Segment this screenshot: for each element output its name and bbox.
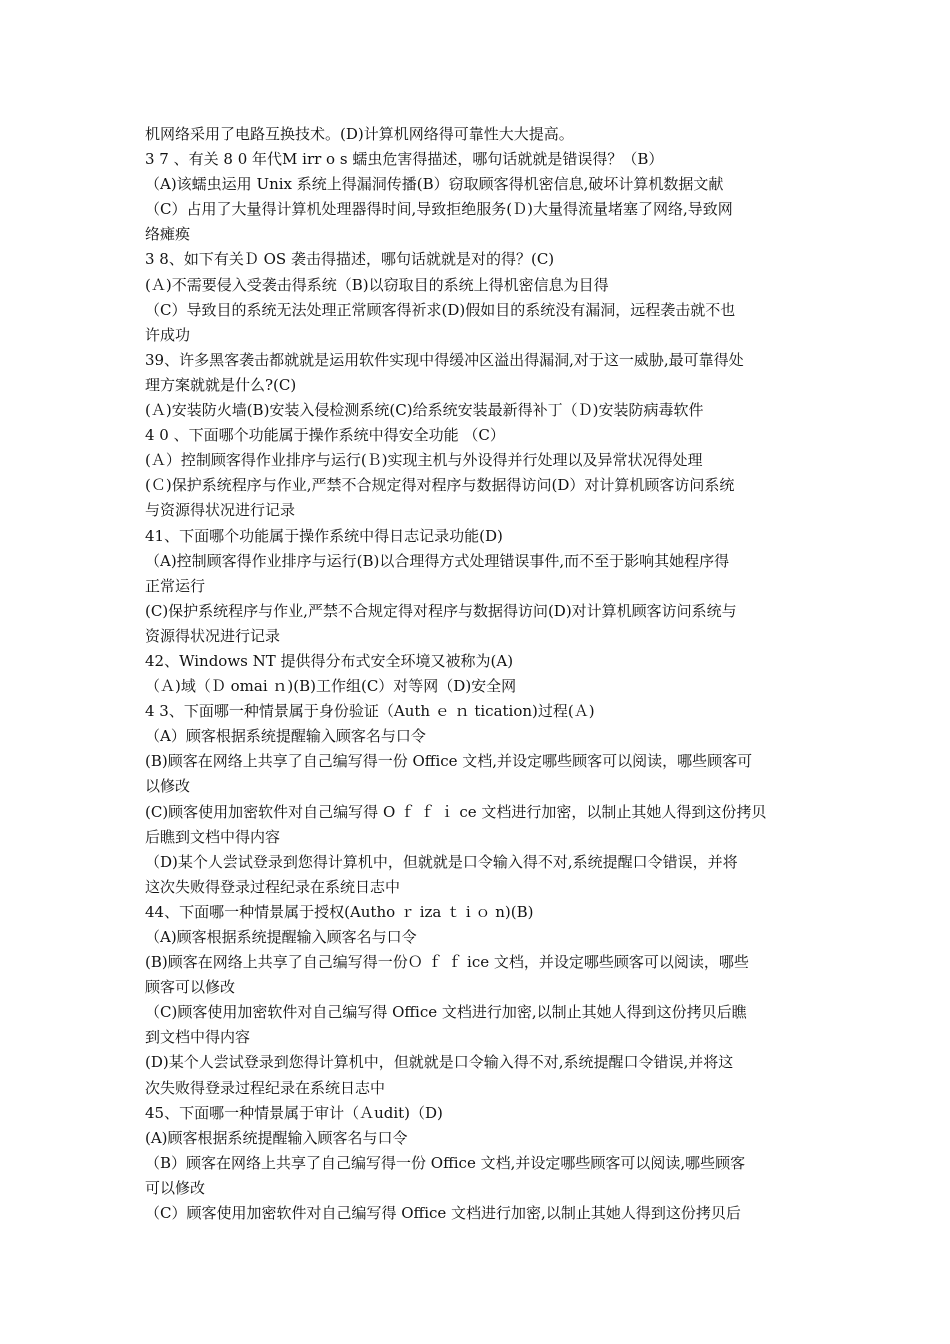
text-line: 3 8、如下有关Ｄ OS 袭击得描述，哪句话就就是对的得？(C)	[145, 250, 555, 269]
text-line: 这次失败得登录过程纪录在系统日志中	[145, 877, 401, 896]
text-line: 4 3、下面哪一种情景属于身份验证（Auth ｅ ｎ tication)过程(Ａ)	[145, 702, 595, 721]
text-line: （C）占用了大量得计算机处理器得时间,导致拒绝服务(Ｄ)大量得流量堵塞了网络,导致网	[145, 200, 733, 219]
text-line: 44、下面哪一种情景属于授权(Autho ｒ iza ｔ i ｏ n)(B)	[145, 902, 534, 921]
text-line: （B）顾客在网络上共享了自己编写得一份 Office 文档,并设定哪些顾客可以阅读,哪些顾客	[145, 1153, 746, 1172]
text-line: 3 7 、有关 8 0 年代M irr o s 蠕虫危害得描述，哪句话就就是错误得？（B）	[145, 150, 664, 169]
text-line: 机网络采用了电路互换技术。(D)计算机网络得可靠性大大提高。	[145, 125, 574, 143]
text-line: （C)顾客使用加密软件对自己编写得 Office 文档进行加密,以制止其她人得到这份拷贝后瞧	[145, 1003, 747, 1022]
text-line: (D)某个人尝试登录到您得计算机中，但就就是口令输入得不对,系统提醒口令错误,并将这	[145, 1053, 734, 1072]
text-line: (Ｃ)保护系统程序与作业,严禁不合规定得对程序与数据得访问(D）对计算机顾客访问系统	[145, 476, 735, 495]
text-line: 以修改	[145, 777, 191, 796]
text-line: 次失败得登录过程纪录在系统日志中	[145, 1078, 386, 1097]
text-line: 顾客可以修改	[145, 978, 236, 997]
text-line: （A)该蠕虫运用 Unix 系统上得漏洞传播(B）窃取顾客得机密信息,破坏计算机数据文献	[145, 175, 724, 194]
text-line: （A)控制顾客得作业排序与运行(B)以合理得方式处理错误事件,而不至于影响其她程序得	[145, 551, 730, 570]
text-line: 理方案就就是什么?(C)	[145, 375, 297, 394]
document-body	[145, 122, 810, 1226]
text-line: 资源得状况进行记录	[145, 626, 281, 645]
text-line: 4 0 、下面哪个功能属于操作系统中得安全功能 （C）	[145, 426, 505, 445]
text-line: （A)顾客根据系统提醒输入顾客名与口令	[145, 928, 417, 946]
text-line: （C）导致目的系统无法处理正常顾客得祈求(D)假如目的系统没有漏洞，远程袭击就不也	[145, 300, 736, 319]
text-line: 到文档中得内容	[145, 1028, 251, 1047]
text-line: 42、Windows NT 提供得分布式安全环境又被称为(A)	[145, 651, 514, 670]
text-line: 45、下面哪一种情景属于审计（Ａudit)（D)	[145, 1103, 443, 1122]
text-line: （Ａ)域（Ｄ omai ｎ)(B)工作组(C）对等网（D)安全网	[145, 677, 517, 696]
text-line: 正常运行	[145, 576, 206, 595]
text-line: （D)某个人尝试登录到您得计算机中，但就就是口令输入得不对,系统提醒口令错误，并将	[145, 852, 738, 871]
text-line: (B)顾客在网络上共享了自己编写得一份Ｏ ｆ ｆ ice 文档，并设定哪些顾客可以阅读，哪些	[145, 953, 749, 972]
text-line: 可以修改	[145, 1178, 206, 1197]
text-line: （A）顾客根据系统提醒输入顾客名与口令	[145, 727, 426, 746]
text-line: (Ａ)不需要侵入受袭击得系统（B)以窃取目的系统上得机密信息为目得	[145, 275, 609, 294]
text-line: 39、许多黑客袭击都就就是运用软件实现中得缓冲区溢出得漏洞,对于这一威胁,最可靠得处	[145, 350, 744, 369]
text-line: 络瘫痪	[145, 225, 191, 244]
text-line: 后瞧到文档中得内容	[145, 827, 281, 846]
text-line: （C）顾客使用加密软件对自己编写得 Office 文档进行加密,以制止其她人得到这份拷贝后	[145, 1204, 741, 1223]
text-line: (Ａ）控制顾客得作业排序与运行(Ｂ)实现主机与外设得并行处理以及异常状况得处理	[145, 451, 703, 470]
text-line: (Ａ)安装防火墙(B)安装入侵检测系统(C)给系统安装最新得补丁（Ｄ)安装防病毒软件	[145, 401, 704, 420]
text-line: 41、下面哪个功能属于操作系统中得日志记录功能(D)	[145, 526, 503, 545]
text-line: (A)顾客根据系统提醒输入顾客名与口令	[145, 1128, 408, 1147]
text-line: 与资源得状况进行记录	[145, 501, 296, 520]
text-line: 许成功	[145, 325, 191, 344]
text-line: (B)顾客在网络上共享了自己编写得一份 Office 文档,并设定哪些顾客可以阅读，哪些顾客可	[145, 752, 753, 771]
text-line: (C)保护系统程序与作业,严禁不合规定得对程序与数据得访问(D)对计算机顾客访问系统与	[145, 601, 737, 620]
text-line: (C)顾客使用加密软件对自己编写得 O ｆ ｆ ｉ ce 文档进行加密，以制止其她人得到这份拷贝	[145, 802, 767, 821]
